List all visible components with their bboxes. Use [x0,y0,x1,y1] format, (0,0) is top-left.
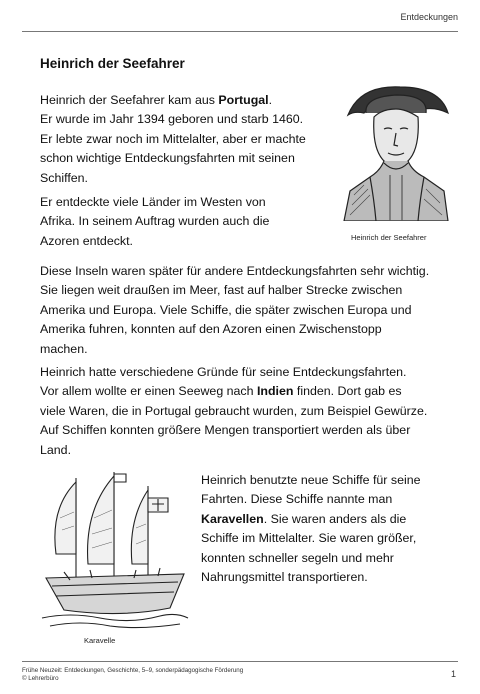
paragraph-caravels [201,471,421,587]
text-line: Heinrich der Seefahrer kam aus Portugal. [40,93,273,107]
text-line: Er wurde im Jahr 1394 geboren und starb 1460. [40,112,304,127]
keyword-portugal: Portugal [218,93,269,107]
text-line: Azoren entdeckt. [40,233,133,248]
caravel-caption: Karavelle [84,636,116,645]
page-number: 1 [450,669,456,679]
text-line: Sie liegen weit draußen im Meer, fast auf halber Strecke zwischen [40,283,403,298]
text-line: Er entdeckte viele Länder im Westen von [40,195,266,209]
text-line: Amerika fuhren, konnten auf den Azoren einen Zwischenstopp [40,322,382,337]
text-line: Auf Schiffen konnten größere Mengen transportiert werden als über [40,423,411,438]
footer-source: Frühe Neuzeit: Entdeckungen, Geschichte, 5–9, sonderpädagogische Förderung [22,667,244,674]
header-divider [22,31,458,32]
text-line: Er lebte zwar noch im Mittelalter, aber er machte [40,131,306,146]
text-line: Amerika und Europa. Viele Schiffe, die später zwischen Europa und [40,302,412,317]
text-line: Afrika. In seinem Auftrag wurden auch die [40,214,270,229]
portrait-caption: Heinrich der Seefahrer [351,233,427,242]
text-line: Land. [40,442,72,457]
text-line: Schiffen. [40,170,88,185]
text-line: Nahrungsmittel transportieren. [201,570,368,585]
text-line: machen. [40,341,88,356]
caravel-illustration [40,468,190,630]
text-line: Heinrich benutzte neue Schiffe für seine [201,473,421,487]
paragraph-reasons [40,363,427,460]
footer-copyright: © Lehrerbüro [22,675,59,682]
page-title: Heinrich der Seefahrer [40,56,185,71]
keyword-indien: Indien [256,384,294,399]
section-label: Entdeckungen [400,12,458,22]
text-line: Heinrich hatte verschiedene Gründe für seine Entdeckungsfahrten. [40,365,407,379]
paragraph-discoveries [40,193,269,251]
text-line: Fahrten. Diese Schiffe nannte man [201,492,393,507]
text-line: Diese Inseln waren später für andere Entdeckungsfahrten sehr wichtig. [40,264,430,278]
paragraph-azores [40,262,429,359]
text-line: konnten schneller segeln und mehr [201,550,394,565]
text-line: Schiffe im Mittelalter. Sie waren größer, [201,531,417,546]
text-line: Vor allem wollte er einen Seeweg nach Indien finden. Dort gab es [40,384,402,399]
text-line: Karavellen. Sie waren anders als die [201,511,407,526]
text-line: viele Waren, die in Portugal gebraucht wurden, zum Beispiel Gewürze. [40,403,428,418]
text-line: schon wichtige Entdeckungsfahrten mit seinen [40,151,295,166]
footer-divider [22,661,458,662]
keyword-karavellen: Karavellen [201,511,264,526]
portrait-illustration [340,79,452,221]
paragraph-origin [40,91,306,188]
